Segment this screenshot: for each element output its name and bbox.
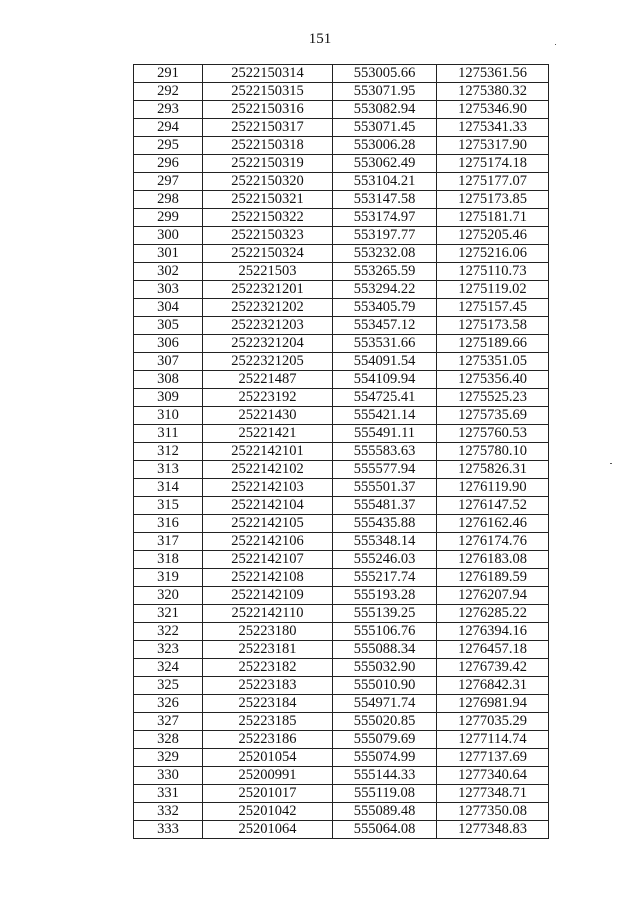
x-coordinate-cell: 555079.69 xyxy=(333,731,437,749)
table-row xyxy=(134,263,549,281)
y-coordinate-cell: 1276457.18 xyxy=(437,641,549,659)
row-number-cell: 306 xyxy=(134,335,203,353)
x-coordinate-cell: 555501.37 xyxy=(333,479,437,497)
y-coordinate-cell: 1275780.10 xyxy=(437,443,549,461)
y-coordinate-cell: 1275119.02 xyxy=(437,281,549,299)
table-row xyxy=(134,371,549,389)
x-coordinate-cell: 555088.34 xyxy=(333,641,437,659)
x-coordinate-cell: 554109.94 xyxy=(333,371,437,389)
y-coordinate-cell: 1277035.29 xyxy=(437,713,549,731)
y-coordinate-cell: 1275351.05 xyxy=(437,353,549,371)
table-row xyxy=(134,533,549,551)
table-row xyxy=(134,137,549,155)
point-id-cell: 2522150322 xyxy=(203,209,333,227)
table-row xyxy=(134,605,549,623)
y-coordinate-cell: 1275361.56 xyxy=(437,65,549,83)
row-number-cell: 305 xyxy=(134,317,203,335)
scan-speck xyxy=(610,463,612,464)
point-id-cell: 25223186 xyxy=(203,731,333,749)
table-row xyxy=(134,785,549,803)
y-coordinate-cell: 1277114.74 xyxy=(437,731,549,749)
table-row xyxy=(134,515,549,533)
y-coordinate-cell: 1275174.18 xyxy=(437,155,549,173)
row-number-cell: 313 xyxy=(134,461,203,479)
x-coordinate-cell: 553405.79 xyxy=(333,299,437,317)
row-number-cell: 315 xyxy=(134,497,203,515)
point-id-cell: 25221421 xyxy=(203,425,333,443)
point-id-cell: 2522321201 xyxy=(203,281,333,299)
point-id-cell: 2522142107 xyxy=(203,551,333,569)
table-row xyxy=(134,119,549,137)
row-number-cell: 311 xyxy=(134,425,203,443)
x-coordinate-cell: 553232.08 xyxy=(333,245,437,263)
y-coordinate-cell: 1275380.32 xyxy=(437,83,549,101)
row-number-cell: 316 xyxy=(134,515,203,533)
row-number-cell: 320 xyxy=(134,587,203,605)
row-number-cell: 308 xyxy=(134,371,203,389)
x-coordinate-cell: 553062.49 xyxy=(333,155,437,173)
point-id-cell: 2522142105 xyxy=(203,515,333,533)
table-row xyxy=(134,641,549,659)
table-row xyxy=(134,479,549,497)
table-row xyxy=(134,731,549,749)
point-id-cell: 25200991 xyxy=(203,767,333,785)
row-number-cell: 298 xyxy=(134,191,203,209)
x-coordinate-cell: 555583.63 xyxy=(333,443,437,461)
point-id-cell: 2522150320 xyxy=(203,173,333,191)
point-id-cell: 25201042 xyxy=(203,803,333,821)
point-id-cell: 2522142110 xyxy=(203,605,333,623)
row-number-cell: 324 xyxy=(134,659,203,677)
x-coordinate-cell: 555435.88 xyxy=(333,515,437,533)
row-number-cell: 294 xyxy=(134,119,203,137)
x-coordinate-cell: 555491.11 xyxy=(333,425,437,443)
y-coordinate-cell: 1276207.94 xyxy=(437,587,549,605)
table-row xyxy=(134,767,549,785)
x-coordinate-cell: 553197.77 xyxy=(333,227,437,245)
y-coordinate-cell: 1277348.83 xyxy=(437,821,549,839)
point-id-cell: 2522150314 xyxy=(203,65,333,83)
table-row xyxy=(134,191,549,209)
x-coordinate-cell: 553174.97 xyxy=(333,209,437,227)
point-id-cell: 2522321204 xyxy=(203,335,333,353)
row-number-cell: 300 xyxy=(134,227,203,245)
y-coordinate-cell: 1277348.71 xyxy=(437,785,549,803)
table-row xyxy=(134,713,549,731)
table-row xyxy=(134,749,549,767)
y-coordinate-cell: 1276174.76 xyxy=(437,533,549,551)
point-id-cell: 25223192 xyxy=(203,389,333,407)
y-coordinate-cell: 1277340.64 xyxy=(437,767,549,785)
x-coordinate-cell: 555010.90 xyxy=(333,677,437,695)
point-id-cell: 2522150317 xyxy=(203,119,333,137)
x-coordinate-cell: 553147.58 xyxy=(333,191,437,209)
x-coordinate-cell: 553005.66 xyxy=(333,65,437,83)
table-row xyxy=(134,695,549,713)
x-coordinate-cell: 553457.12 xyxy=(333,317,437,335)
x-coordinate-cell: 554091.54 xyxy=(333,353,437,371)
point-id-cell: 25223184 xyxy=(203,695,333,713)
coordinates-table xyxy=(133,64,549,839)
table-row xyxy=(134,443,549,461)
y-coordinate-cell: 1275181.71 xyxy=(437,209,549,227)
table-row xyxy=(134,659,549,677)
row-number-cell: 321 xyxy=(134,605,203,623)
table-row xyxy=(134,173,549,191)
x-coordinate-cell: 553104.21 xyxy=(333,173,437,191)
x-coordinate-cell: 555032.90 xyxy=(333,659,437,677)
table-row xyxy=(134,461,549,479)
x-coordinate-cell: 553531.66 xyxy=(333,335,437,353)
row-number-cell: 292 xyxy=(134,83,203,101)
point-id-cell: 2522142109 xyxy=(203,587,333,605)
point-id-cell: 2522142102 xyxy=(203,461,333,479)
x-coordinate-cell: 555089.48 xyxy=(333,803,437,821)
row-number-cell: 327 xyxy=(134,713,203,731)
x-coordinate-cell: 555064.08 xyxy=(333,821,437,839)
x-coordinate-cell: 553082.94 xyxy=(333,101,437,119)
y-coordinate-cell: 1276162.46 xyxy=(437,515,549,533)
row-number-cell: 312 xyxy=(134,443,203,461)
table-row xyxy=(134,155,549,173)
point-id-cell: 2522150316 xyxy=(203,101,333,119)
row-number-cell: 323 xyxy=(134,641,203,659)
y-coordinate-cell: 1276285.22 xyxy=(437,605,549,623)
point-id-cell: 2522150323 xyxy=(203,227,333,245)
row-number-cell: 302 xyxy=(134,263,203,281)
row-number-cell: 293 xyxy=(134,101,203,119)
table-row xyxy=(134,245,549,263)
point-id-cell: 2522142101 xyxy=(203,443,333,461)
table-row xyxy=(134,803,549,821)
row-number-cell: 297 xyxy=(134,173,203,191)
x-coordinate-cell: 555106.76 xyxy=(333,623,437,641)
point-id-cell: 2522321205 xyxy=(203,353,333,371)
y-coordinate-cell: 1276739.42 xyxy=(437,659,549,677)
y-coordinate-cell: 1276189.59 xyxy=(437,569,549,587)
table-row xyxy=(134,425,549,443)
y-coordinate-cell: 1276119.90 xyxy=(437,479,549,497)
page-number: 151 xyxy=(308,31,332,47)
y-coordinate-cell: 1275173.85 xyxy=(437,191,549,209)
x-coordinate-cell: 555217.74 xyxy=(333,569,437,587)
x-coordinate-cell: 555144.33 xyxy=(333,767,437,785)
y-coordinate-cell: 1275826.31 xyxy=(437,461,549,479)
x-coordinate-cell: 555074.99 xyxy=(333,749,437,767)
point-id-cell: 2522142106 xyxy=(203,533,333,551)
point-id-cell: 25223180 xyxy=(203,623,333,641)
row-number-cell: 330 xyxy=(134,767,203,785)
table-row xyxy=(134,623,549,641)
point-id-cell: 2522142104 xyxy=(203,497,333,515)
table-row xyxy=(134,83,549,101)
point-id-cell: 25221503 xyxy=(203,263,333,281)
coordinates-table-body xyxy=(134,65,549,839)
x-coordinate-cell: 555139.25 xyxy=(333,605,437,623)
row-number-cell: 307 xyxy=(134,353,203,371)
x-coordinate-cell: 553294.22 xyxy=(333,281,437,299)
row-number-cell: 328 xyxy=(134,731,203,749)
row-number-cell: 295 xyxy=(134,137,203,155)
y-coordinate-cell: 1275189.66 xyxy=(437,335,549,353)
row-number-cell: 332 xyxy=(134,803,203,821)
y-coordinate-cell: 1275525.23 xyxy=(437,389,549,407)
y-coordinate-cell: 1275341.33 xyxy=(437,119,549,137)
point-id-cell: 25223185 xyxy=(203,713,333,731)
x-coordinate-cell: 555193.28 xyxy=(333,587,437,605)
table-row xyxy=(134,227,549,245)
table-row xyxy=(134,299,549,317)
table-row xyxy=(134,65,549,83)
y-coordinate-cell: 1275216.06 xyxy=(437,245,549,263)
y-coordinate-cell: 1277137.69 xyxy=(437,749,549,767)
y-coordinate-cell: 1275173.58 xyxy=(437,317,549,335)
table-row xyxy=(134,551,549,569)
x-coordinate-cell: 555246.03 xyxy=(333,551,437,569)
point-id-cell: 25221430 xyxy=(203,407,333,425)
table-row xyxy=(134,587,549,605)
y-coordinate-cell: 1276147.52 xyxy=(437,497,549,515)
point-id-cell: 2522150321 xyxy=(203,191,333,209)
point-id-cell: 2522142108 xyxy=(203,569,333,587)
point-id-cell: 2522321202 xyxy=(203,299,333,317)
y-coordinate-cell: 1275157.45 xyxy=(437,299,549,317)
table-row xyxy=(134,209,549,227)
point-id-cell: 2522150324 xyxy=(203,245,333,263)
table-row xyxy=(134,335,549,353)
x-coordinate-cell: 553071.95 xyxy=(333,83,437,101)
x-coordinate-cell: 555119.08 xyxy=(333,785,437,803)
x-coordinate-cell: 555577.94 xyxy=(333,461,437,479)
row-number-cell: 325 xyxy=(134,677,203,695)
x-coordinate-cell: 553265.59 xyxy=(333,263,437,281)
point-id-cell: 2522142103 xyxy=(203,479,333,497)
y-coordinate-cell: 1277350.08 xyxy=(437,803,549,821)
row-number-cell: 314 xyxy=(134,479,203,497)
table-row xyxy=(134,389,549,407)
x-coordinate-cell: 553006.28 xyxy=(333,137,437,155)
x-coordinate-cell: 553071.45 xyxy=(333,119,437,137)
y-coordinate-cell: 1275317.90 xyxy=(437,137,549,155)
table-row xyxy=(134,101,549,119)
point-id-cell: 2522150319 xyxy=(203,155,333,173)
point-id-cell: 25221487 xyxy=(203,371,333,389)
table-row xyxy=(134,569,549,587)
y-coordinate-cell: 1275177.07 xyxy=(437,173,549,191)
row-number-cell: 309 xyxy=(134,389,203,407)
x-coordinate-cell: 555481.37 xyxy=(333,497,437,515)
point-id-cell: 25223182 xyxy=(203,659,333,677)
point-id-cell: 25201064 xyxy=(203,821,333,839)
row-number-cell: 296 xyxy=(134,155,203,173)
row-number-cell: 333 xyxy=(134,821,203,839)
x-coordinate-cell: 554725.41 xyxy=(333,389,437,407)
x-coordinate-cell: 555020.85 xyxy=(333,713,437,731)
point-id-cell: 25223181 xyxy=(203,641,333,659)
table-row xyxy=(134,317,549,335)
row-number-cell: 322 xyxy=(134,623,203,641)
point-id-cell: 2522150318 xyxy=(203,137,333,155)
row-number-cell: 301 xyxy=(134,245,203,263)
row-number-cell: 299 xyxy=(134,209,203,227)
y-coordinate-cell: 1276183.08 xyxy=(437,551,549,569)
row-number-cell: 304 xyxy=(134,299,203,317)
row-number-cell: 326 xyxy=(134,695,203,713)
y-coordinate-cell: 1275356.40 xyxy=(437,371,549,389)
row-number-cell: 303 xyxy=(134,281,203,299)
row-number-cell: 310 xyxy=(134,407,203,425)
y-coordinate-cell: 1275735.69 xyxy=(437,407,549,425)
point-id-cell: 2522150315 xyxy=(203,83,333,101)
row-number-cell: 291 xyxy=(134,65,203,83)
point-id-cell: 25223183 xyxy=(203,677,333,695)
y-coordinate-cell: 1275346.90 xyxy=(437,101,549,119)
y-coordinate-cell: 1275205.46 xyxy=(437,227,549,245)
table-row xyxy=(134,677,549,695)
table-row xyxy=(134,281,549,299)
y-coordinate-cell: 1275110.73 xyxy=(437,263,549,281)
y-coordinate-cell: 1276394.16 xyxy=(437,623,549,641)
row-number-cell: 331 xyxy=(134,785,203,803)
x-coordinate-cell: 555348.14 xyxy=(333,533,437,551)
y-coordinate-cell: 1276842.31 xyxy=(437,677,549,695)
point-id-cell: 25201054 xyxy=(203,749,333,767)
y-coordinate-cell: 1276981.94 xyxy=(437,695,549,713)
row-number-cell: 319 xyxy=(134,569,203,587)
x-coordinate-cell: 555421.14 xyxy=(333,407,437,425)
y-coordinate-cell: 1275760.53 xyxy=(437,425,549,443)
point-id-cell: 25201017 xyxy=(203,785,333,803)
scan-speck xyxy=(555,44,556,45)
row-number-cell: 329 xyxy=(134,749,203,767)
x-coordinate-cell: 554971.74 xyxy=(333,695,437,713)
row-number-cell: 317 xyxy=(134,533,203,551)
table-row xyxy=(134,497,549,515)
table-row xyxy=(134,407,549,425)
table-row xyxy=(134,353,549,371)
point-id-cell: 2522321203 xyxy=(203,317,333,335)
row-number-cell: 318 xyxy=(134,551,203,569)
table-row xyxy=(134,821,549,839)
